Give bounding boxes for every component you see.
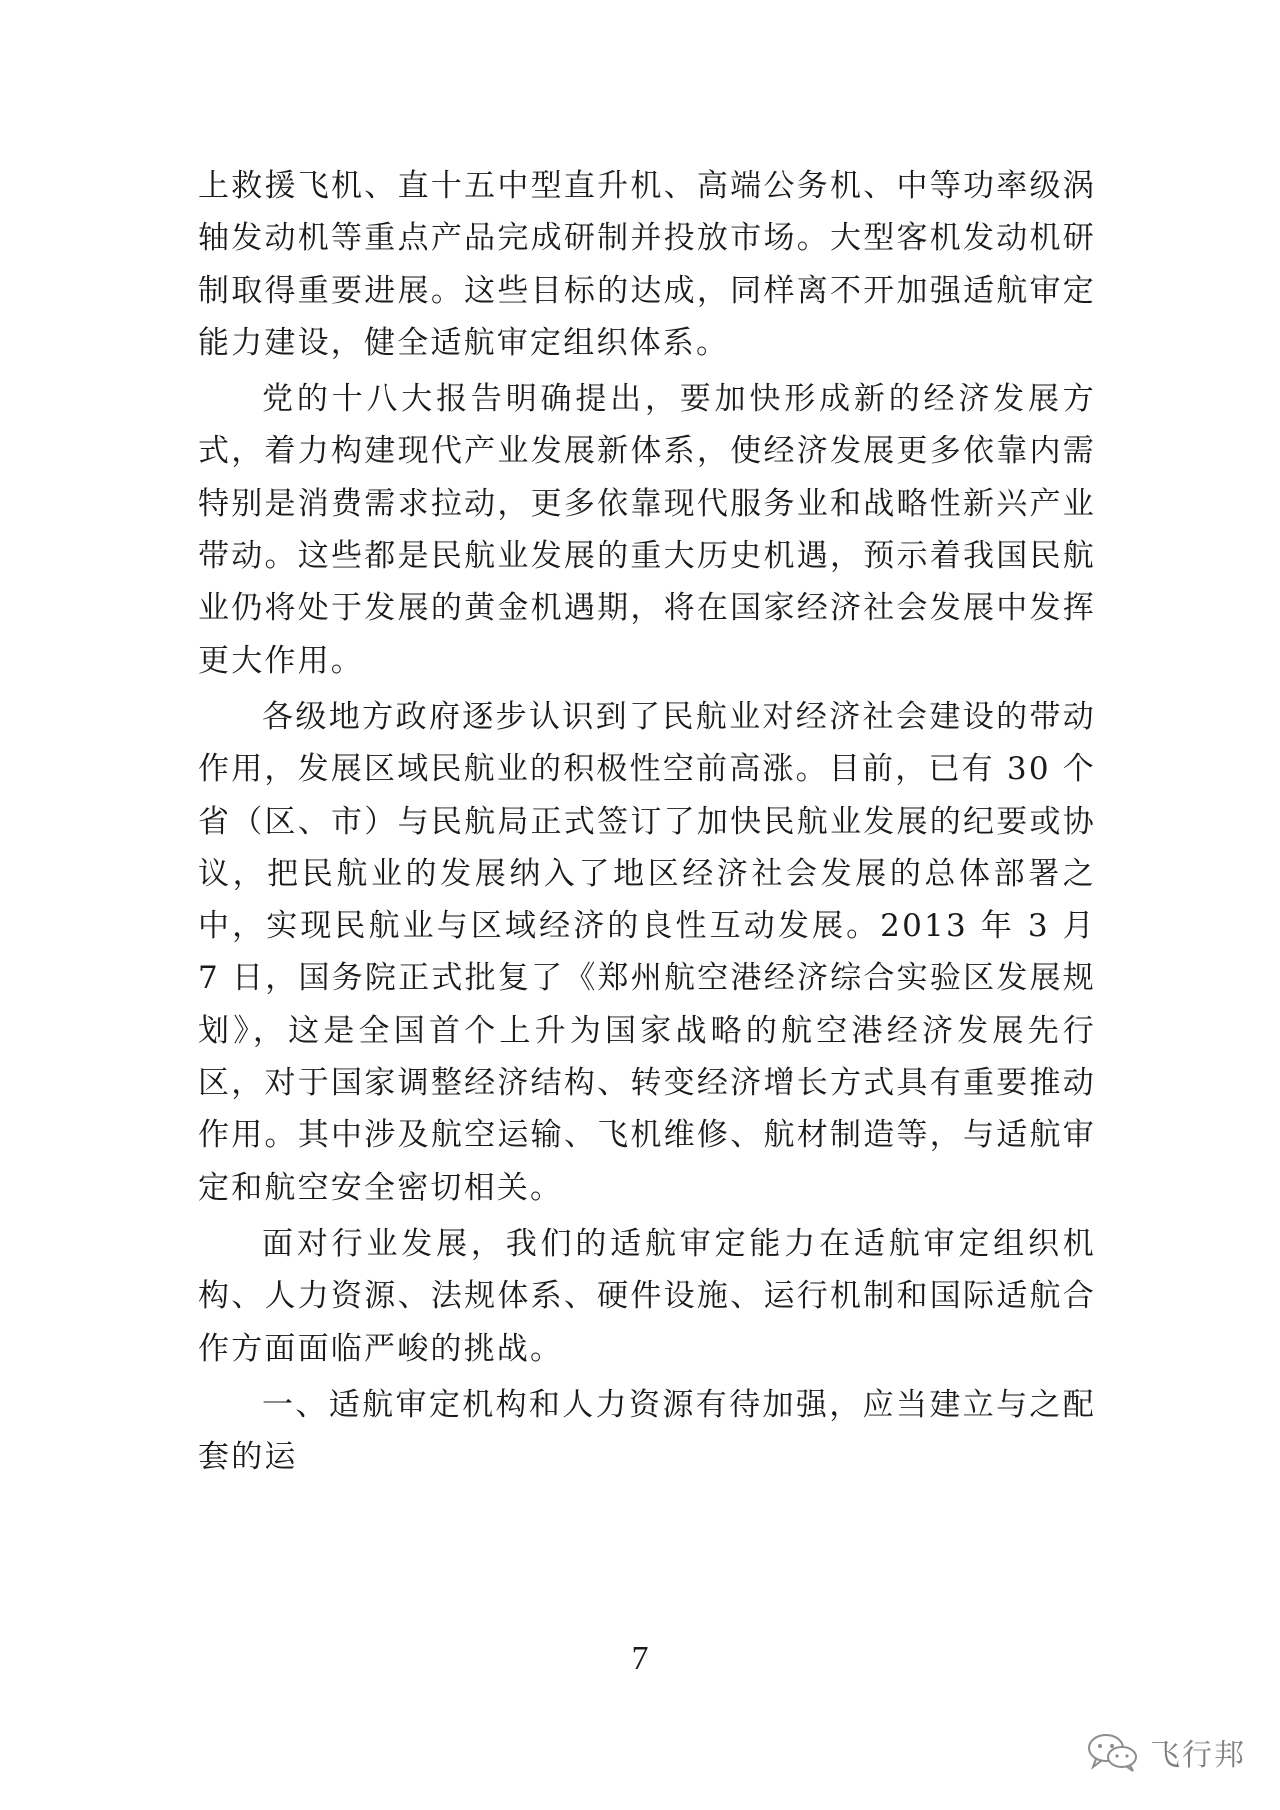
paragraph-1: 上救援飞机、直十五中型直升机、高端公务机、中等功率级涡轴发动机等重点产品完成研制并投放市场。大型客机发动机研制取得重要进展。这些目标的达成，同样离不开加强适航审定能力建设，健全适航审定组织体系。 [198, 168, 1096, 361]
paragraph-3: 各级地方政府逐步认识到了民航业对经济社会建设的带动作用，发展区域民航业的积极性空前高涨。目前，已有 30 个省（区、市）与民航局正式签订了加快民航业发展的纪要或协议，把民航业的发展纳入了地区经济社会发展的总体部署之中，实现民航业与区域经济的良性互动发展。2013 年 3 月 7 日，国务院正式批复了《郑州航空港经济综合实验区发展规划》，这是全国首个上升为国家战略的航空港经济发展先行区，对于国家调整经济结构、转变经济增长方式具有重要推动作用。其中涉及航空运输、飞机维修、航材制造等，与适航审定和航空安全密切相关。 [198, 698, 1096, 1206]
paragraph-5: 一、适航审定机构和人力资源有待加强，应当建立与之配套的运 [198, 1386, 1096, 1476]
paragraph-2: 党的十八大报告明确提出，要加快形成新的经济发展方式，着力构建现代产业发展新体系，使经济发展更多依靠内需特别是消费需求拉动，更多依靠现代服务业和战略性新兴产业带动。这些都是民航业发展的重大历史机遇，预示着我国民航业仍将处于发展的黄金机遇期，将在国家经济社会发展中发挥更大作用。 [198, 381, 1096, 679]
watermark [1086, 1730, 1246, 1774]
wechat-icon [1086, 1732, 1140, 1772]
body-text [198, 160, 1096, 1487]
page-number: 7 [631, 1640, 649, 1677]
watermark-text: 飞行邦 [1150, 1738, 1246, 1773]
paragraph-4: 面对行业发展，我们的适航审定能力在适航审定组织机构、人力资源、法规体系、硬件设施、运行机制和国际适航合作方面面临严峻的挑战。 [198, 1225, 1096, 1367]
